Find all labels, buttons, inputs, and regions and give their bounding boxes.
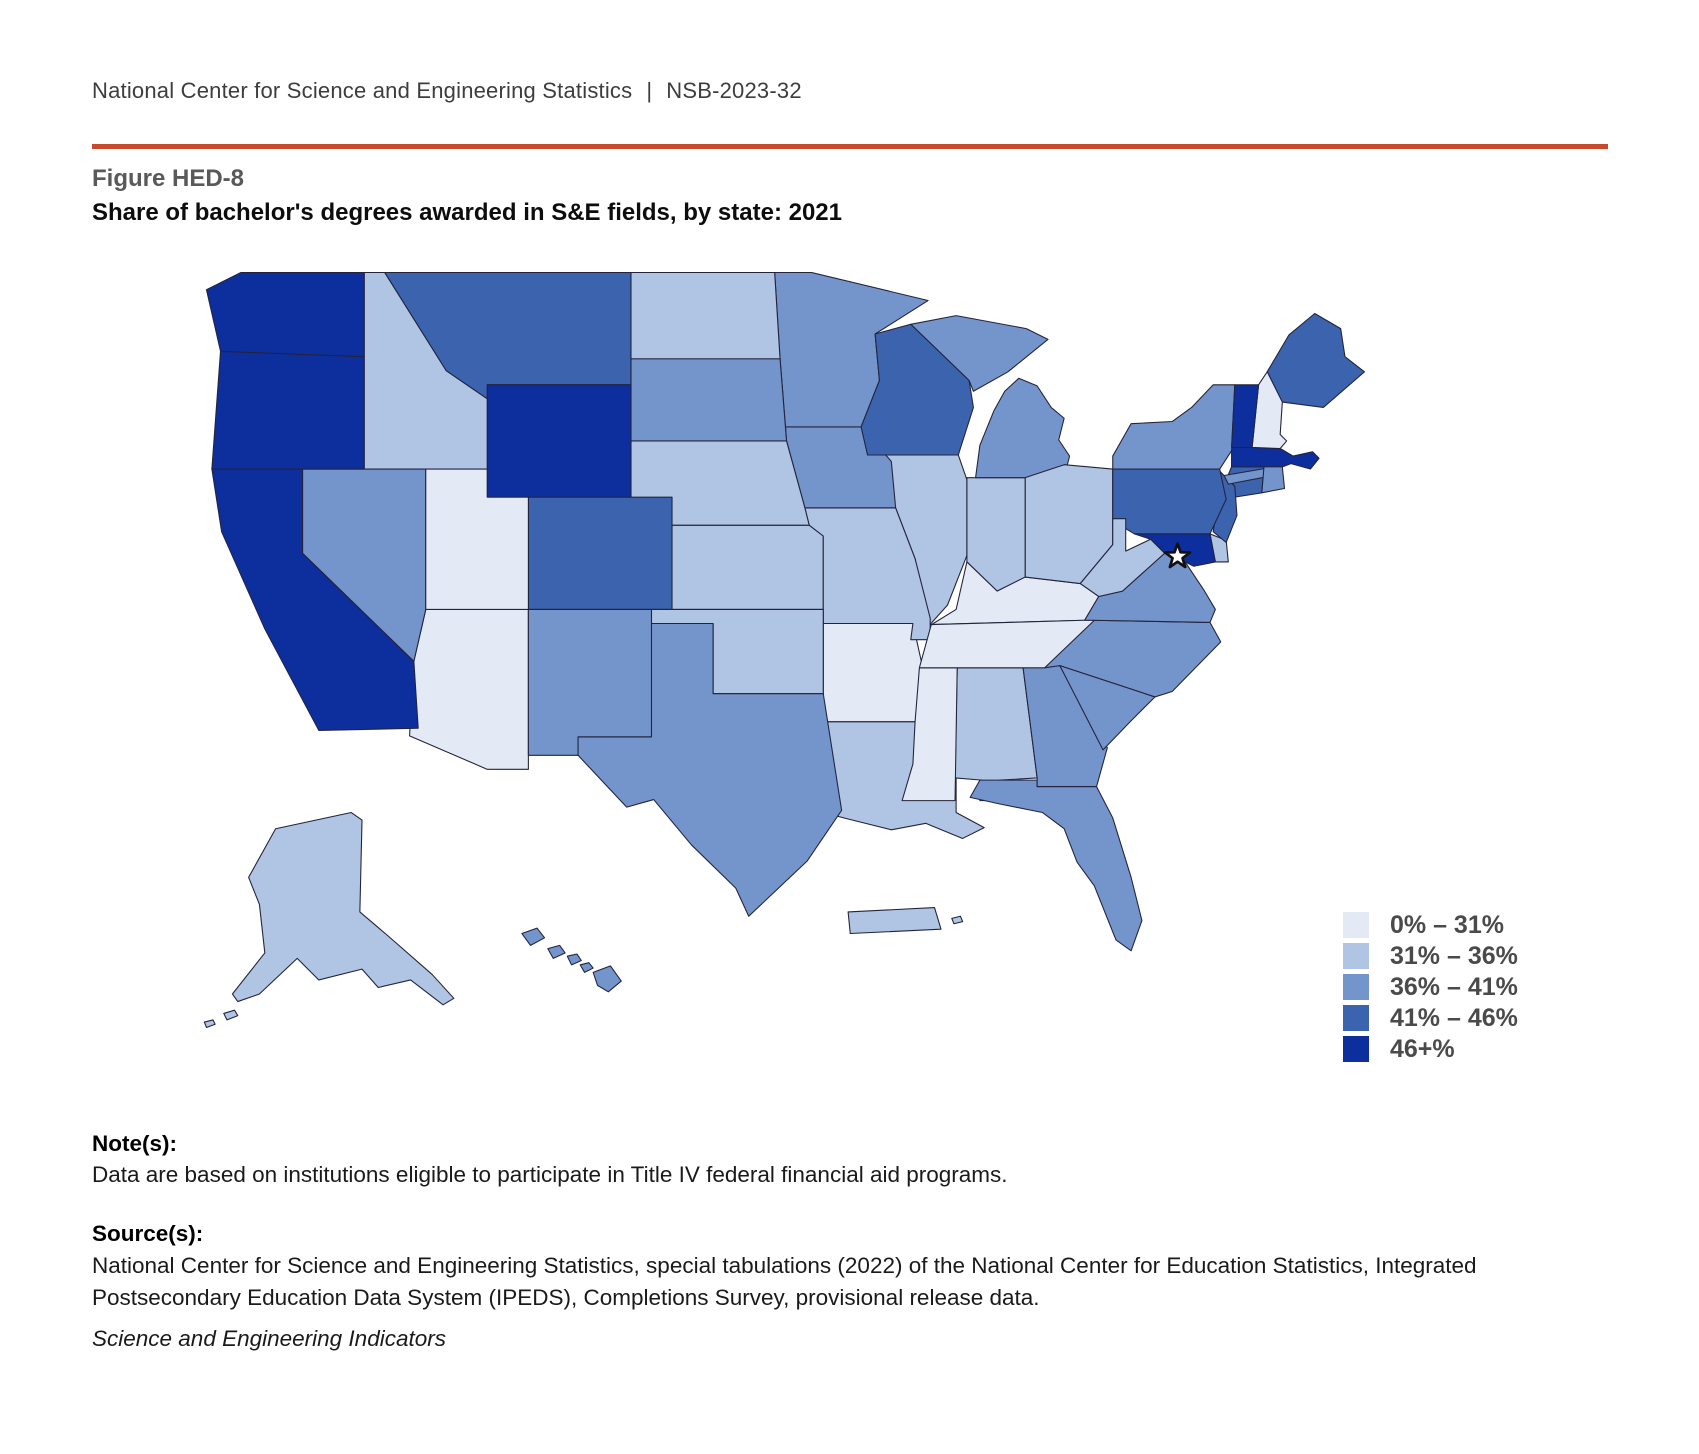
notes-heading: Note(s):	[92, 1131, 177, 1156]
state-hi[interactable]	[567, 954, 581, 965]
legend-swatch-bin5	[1343, 1036, 1369, 1062]
legend-swatch-bin4	[1343, 1005, 1369, 1031]
state-wa[interactable]	[206, 272, 364, 356]
legend-item	[1343, 974, 1518, 1000]
state-hi[interactable]	[522, 928, 545, 945]
notes-section	[92, 1128, 1622, 1190]
sources-section	[92, 1218, 1622, 1314]
state-or[interactable]	[212, 351, 364, 469]
state-hi[interactable]	[580, 963, 593, 973]
us-choropleth-map	[200, 272, 1453, 1029]
state-hi[interactable]	[548, 945, 565, 958]
figure-label: Figure HED-8	[92, 165, 245, 192]
map-legend	[1343, 912, 1518, 1067]
state-sd[interactable]	[631, 359, 787, 441]
state-wy[interactable]	[487, 385, 631, 497]
state-nm[interactable]	[528, 609, 651, 755]
state-mi[interactable]	[976, 378, 1070, 477]
figure-title: Share of bachelor's degrees awarded in S&E fields, by state: 2021	[92, 199, 842, 226]
page-header	[92, 78, 802, 104]
state-ri[interactable]	[1262, 467, 1285, 493]
legend-label-bin5: 46+%	[1390, 1034, 1455, 1063]
state-co[interactable]	[528, 497, 672, 609]
state-pr[interactable]	[848, 908, 941, 934]
legend-label-bin3: 36% – 41%	[1390, 972, 1518, 1001]
legend-label-bin2: 31% – 36%	[1390, 941, 1518, 970]
state-ak[interactable]	[232, 813, 453, 1005]
legend-item	[1343, 1005, 1518, 1031]
legend-label-bin4: 41% – 46%	[1390, 1003, 1518, 1032]
state-pr[interactable]	[952, 916, 963, 924]
notes-text: Data are based on institutions eligible to participate in Title IV federal financial aid programs.	[92, 1162, 1008, 1187]
state-pa[interactable]	[1113, 469, 1226, 534]
state-ar[interactable]	[823, 623, 923, 721]
state-ny[interactable]	[1113, 385, 1235, 469]
state-me[interactable]	[1267, 313, 1364, 407]
map-container	[200, 272, 1453, 1029]
state-ak[interactable]	[204, 1020, 215, 1028]
legend-item	[1343, 943, 1518, 969]
state-nd[interactable]	[631, 272, 780, 358]
legend-item	[1343, 1036, 1518, 1062]
state-hi[interactable]	[593, 966, 621, 992]
sources-heading: Source(s):	[92, 1221, 204, 1246]
header-separator: |	[646, 78, 653, 103]
legend-item	[1343, 912, 1518, 938]
publication-credit: Science and Engineering Indicators	[92, 1326, 446, 1351]
report-id: NSB-2023-32	[666, 78, 802, 103]
legend-swatch-bin2	[1343, 943, 1369, 969]
state-az[interactable]	[410, 609, 529, 769]
publisher-name: National Center for Science and Engineering Statistics	[92, 78, 633, 103]
state-ma[interactable]	[1232, 447, 1319, 469]
state-ks[interactable]	[672, 525, 823, 609]
legend-label-bin1: 0% – 31%	[1390, 910, 1504, 939]
legend-swatch-bin3	[1343, 974, 1369, 1000]
red-divider-rule	[92, 144, 1608, 149]
sources-text: National Center for Science and Engineering Statistics, special tabulations (2022) of the National Center for Education Statistics, Integrated Postsecondary Education Data System (IPEDS), Completions Survey, provisional release data.	[92, 1253, 1477, 1310]
state-fl[interactable]	[970, 780, 1142, 951]
legend-swatch-bin1	[1343, 912, 1369, 938]
state-ak[interactable]	[224, 1010, 238, 1020]
